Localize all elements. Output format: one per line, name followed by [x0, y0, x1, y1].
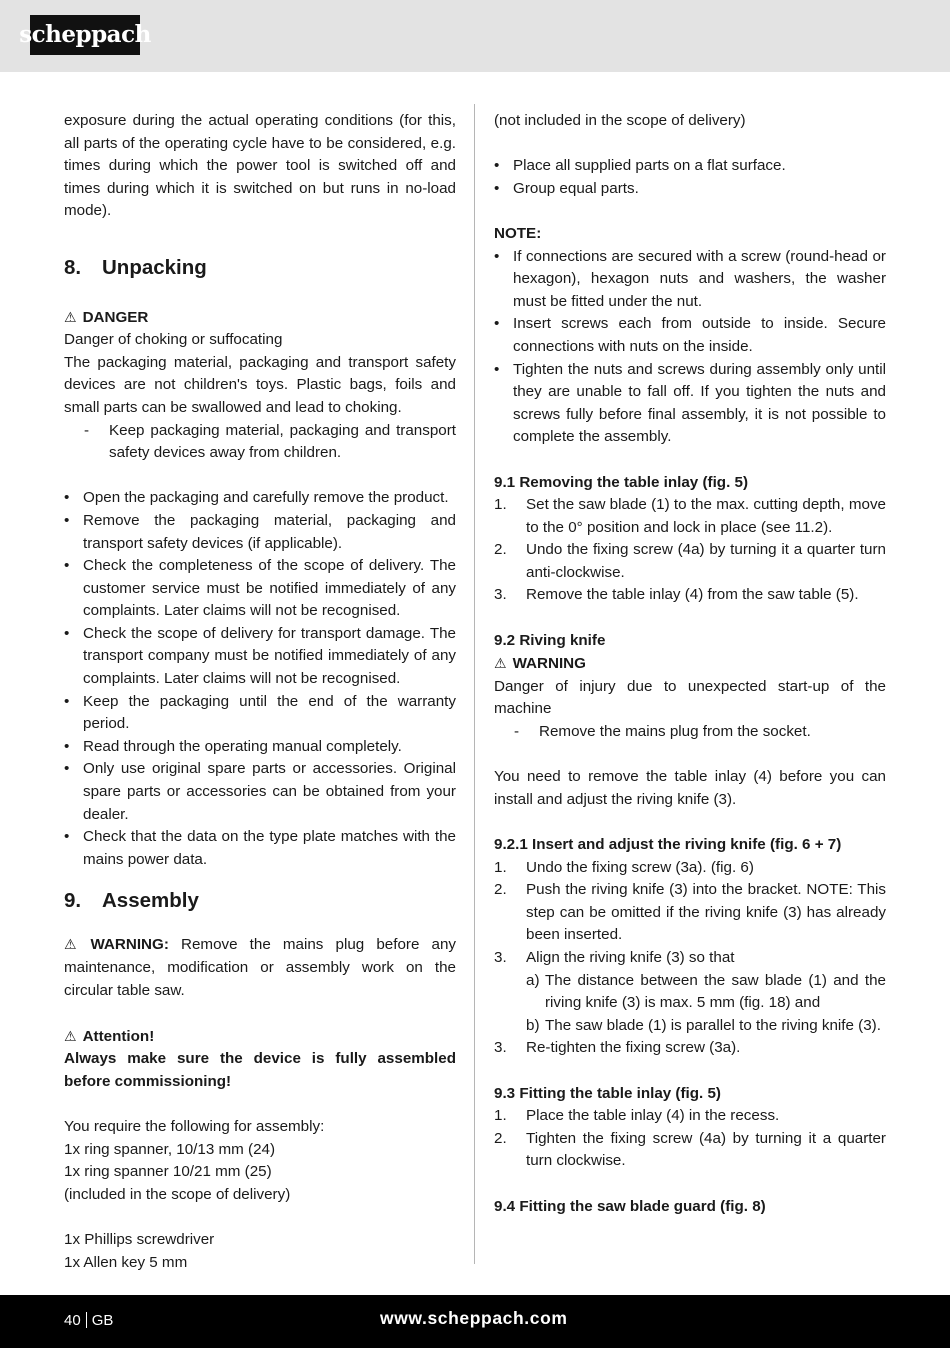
section-9-2-1-steps [494, 857, 886, 970]
attention-heading: ⚠ Attention! [64, 1027, 155, 1045]
require-line: (included in the scope of delivery) [64, 1185, 291, 1203]
list-item: • Only use original spare parts or accessories. Original spare parts or accessories can be obtained from your dealer. [64, 758, 456, 826]
list-item: • Insert screws each from outside to inside. Secure connections with nuts on the inside. [494, 313, 886, 358]
danger-dash-item: - Keep packaging material, packaging and transport safety devices away from children. [84, 421, 456, 462]
unpacking-list [64, 487, 456, 871]
sub-item: b) The saw blade (1) is parallel to the riving knife (3). [526, 1016, 881, 1034]
list-item: 1. Undo the fixing screw (3a). (fig. 6) [494, 858, 754, 876]
intro-paragraph: exposure during the actual operating conditions (for this, all parts of the operating cycle have to be considered, e.g. times during which the power tool is switched off and times during which it is switched on but runs in no-load mode). [64, 112, 456, 220]
list-item: • Open the packaging and carefully remove the product. [64, 487, 456, 510]
section-9-heading: 9. Assembly [64, 889, 199, 913]
list-item: 2. Tighten the fixing screw (4a) by turning it a quarter turn clockwise. [494, 1129, 886, 1170]
section-9-4-heading: 9.4 Fitting the saw blade guard (fig. 8) [494, 1197, 766, 1215]
riving-dash-item: - Remove the mains plug from the socket. [514, 723, 811, 741]
danger-subtitle: Danger of choking or suffocating [64, 331, 283, 349]
scheppach-logo: scheppach [30, 15, 140, 55]
list-item: • Read through the operating manual completely. [64, 736, 456, 759]
section-9-3-heading: 9.3 Fitting the table inlay (fig. 5) [494, 1084, 721, 1102]
section-9-1-steps [494, 494, 886, 607]
danger-heading: ⚠ DANGER [64, 308, 149, 326]
attention-text: Always make sure the device is fully assembled before commissioning! [64, 1050, 456, 1090]
note-list [494, 246, 886, 449]
right-column [494, 110, 886, 1218]
assembly-warning: ⚠ WARNING: Remove the mains plug before any maintenance, modification or assembly work on the circular table saw. [64, 936, 456, 999]
list-item: • Remove the packaging material, packaging and transport safety devices (if applicable). [64, 510, 456, 555]
list-item: 2. Undo the fixing screw (4a) by turning it a quarter turn anti-clockwise. [494, 541, 886, 581]
require-line: 1x ring spanner, 10/13 mm (24) [64, 1140, 276, 1158]
list-item: 3. Re-tighten the fixing screw (3a). [494, 1039, 741, 1057]
section-8-heading: 8. Unpacking [64, 255, 207, 279]
section-9-3-steps [494, 1105, 886, 1173]
list-item: 1. Set the saw blade (1) to the max. cutting depth, move to the 0° position and lock in place (see 11.2). [494, 496, 886, 536]
list-item: • Check that the data on the type plate matches with the mains power data. [64, 826, 456, 871]
left-column [64, 110, 456, 1274]
list-item: 3. Align the riving knife (3) so that [494, 948, 735, 966]
list-item: 1. Place the table inlay (4) in the recess. [494, 1107, 780, 1125]
warning-triangle-icon: ⚠ [64, 308, 77, 325]
warning-triangle-icon: ⚠ [494, 655, 507, 672]
list-item: • Check the scope of delivery for transport damage. The transport company must be notified immediately of any complaints. Later claims will not be recognised. [64, 623, 456, 691]
list-item: • Group equal parts. [494, 178, 886, 201]
riving-warning-heading: ⚠ WARNING [494, 655, 586, 673]
list-item: 2. Push the riving knife (3) into the bracket. NOTE: This step can be omitted if the riving knife (3) has already been inserted. [494, 881, 886, 944]
section-9-1-heading: 9.1 Removing the table inlay (fig. 5) [494, 473, 749, 491]
list-item: • Check the completeness of the scope of delivery. The customer service must be notified immediately of any complaints. Later claims will not be recognised. [64, 555, 456, 623]
require-line: 1x ring spanner 10/21 mm (25) [64, 1163, 272, 1181]
section-9-2-heading: 9.2 Riving knife [494, 631, 606, 649]
website-link[interactable]: www.scheppach.com [380, 1308, 568, 1328]
list-item: • Keep the packaging until the end of the warranty period. [64, 691, 456, 736]
section-9-2-1-heading: 9.2.1 Insert and adjust the riving knife (fig. 6 + 7) [494, 836, 842, 853]
list-item: • Place all supplied parts on a flat surface. [494, 155, 886, 178]
require-line: You require the following for assembly: [64, 1118, 325, 1136]
column-divider [474, 104, 475, 1264]
page-header [0, 0, 950, 72]
page-number: 40 GB [64, 1312, 114, 1329]
list-item: 3. Remove the table inlay (4) from the saw table (5). [494, 586, 859, 604]
riving-text: You need to remove the table inlay (4) before you can install and adjust the riving knife (3). [494, 768, 886, 808]
not-included-text: (not included in the scope of delivery) [494, 112, 746, 129]
tool-line: 1x Phillips screwdriver [64, 1231, 215, 1249]
danger-text: The packaging material, packaging and transport safety devices are not children's toys. Plastic bags, foils and small parts can be swallowed and lead to choking. [64, 353, 456, 416]
tool-line: 1x Allen key 5 mm [64, 1253, 188, 1271]
warning-triangle-icon: ⚠ [64, 1027, 77, 1044]
note-heading: NOTE: [494, 224, 542, 242]
sub-item: a) The distance between the saw blade (1) and the riving knife (3) is max. 5 mm (fig. 18) and [526, 971, 886, 1012]
preparation-list [494, 155, 886, 200]
warning-triangle-icon: ⚠ [64, 936, 85, 953]
page-footer [0, 1295, 950, 1348]
list-item: • Tighten the nuts and screws during assembly only until they are unable to fall off. If you tighten the nuts and screws fully before final assembly, it is not possible to complete the assembly. [494, 359, 886, 449]
list-item: • If connections are secured with a screw (round-head or hexagon), hexagon nuts and washers, the washer must be fitted under the nut. [494, 246, 886, 314]
riving-warning-text: Danger of injury due to unexpected start-up of the machine [494, 677, 886, 718]
section-9-2-1-final-step [494, 1037, 886, 1060]
